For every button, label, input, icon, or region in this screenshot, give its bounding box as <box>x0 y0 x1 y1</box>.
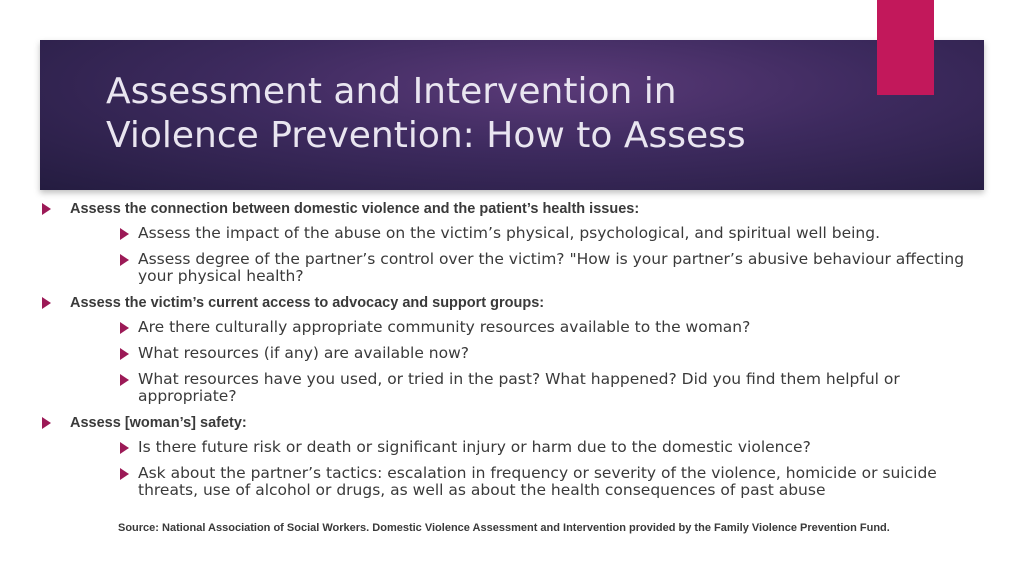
list-item-text: Is there future risk or death or significant injury or harm due to the domestic violence? <box>138 438 811 456</box>
section-heading-safety <box>40 414 970 432</box>
bullet-arrow-icon <box>120 468 129 480</box>
list-item <box>40 371 970 405</box>
section-heading-text: Assess the victim’s current access to advocacy and support groups: <box>70 295 545 311</box>
list-item <box>40 225 970 242</box>
section-heading-text: Assess [woman’s] safety: <box>70 415 247 431</box>
list-item <box>40 439 970 456</box>
list-item <box>40 345 970 362</box>
list-item <box>40 465 970 499</box>
slide-content <box>40 200 970 508</box>
bullet-arrow-icon <box>120 442 129 454</box>
bullet-arrow-icon <box>120 228 129 240</box>
section-heading-access <box>40 294 970 312</box>
bullet-arrow-icon <box>120 348 129 360</box>
list-item-text: Are there culturally appropriate community resources available to the woman? <box>138 318 751 336</box>
list-item <box>40 251 970 285</box>
section-heading-connection <box>40 200 970 218</box>
bullet-arrow-icon <box>42 203 51 215</box>
slide-title <box>106 70 866 158</box>
bullet-arrow-icon <box>120 254 129 266</box>
title-line-2: Violence Prevention: How to Assess <box>106 115 746 156</box>
list-item-text: Assess degree of the partner’s control over the victim? "How is your partner’s abusive behaviour affecting your physical health? <box>138 250 965 285</box>
list-item-text: Assess the impact of the abuse on the victim’s physical, psychological, and spiritual well being. <box>138 224 881 242</box>
bullet-arrow-icon <box>120 322 129 334</box>
title-line-1: Assessment and Intervention in <box>106 71 677 112</box>
list-item <box>40 319 970 336</box>
bullet-arrow-icon <box>42 417 51 429</box>
bullet-arrow-icon <box>120 374 129 386</box>
list-item-text: What resources (if any) are available now? <box>138 344 469 362</box>
accent-tab <box>877 0 934 95</box>
source-citation: Source: National Association of Social Workers. Domestic Violence Assessment and Intervention provided by the Family Violence Prevention Fund. <box>118 522 890 534</box>
section-heading-text: Assess the connection between domestic violence and the patient’s health issues: <box>70 201 640 217</box>
list-item-text: What resources have you used, or tried in the past? What happened? Did you find them helpful or appropriate? <box>138 370 900 405</box>
list-item-text: Ask about the partner’s tactics: escalation in frequency or severity of the violence, homicide or suicide threats, use of alcohol or drugs, as well as about the health consequences of past abuse <box>138 464 937 499</box>
bullet-arrow-icon <box>42 297 51 309</box>
